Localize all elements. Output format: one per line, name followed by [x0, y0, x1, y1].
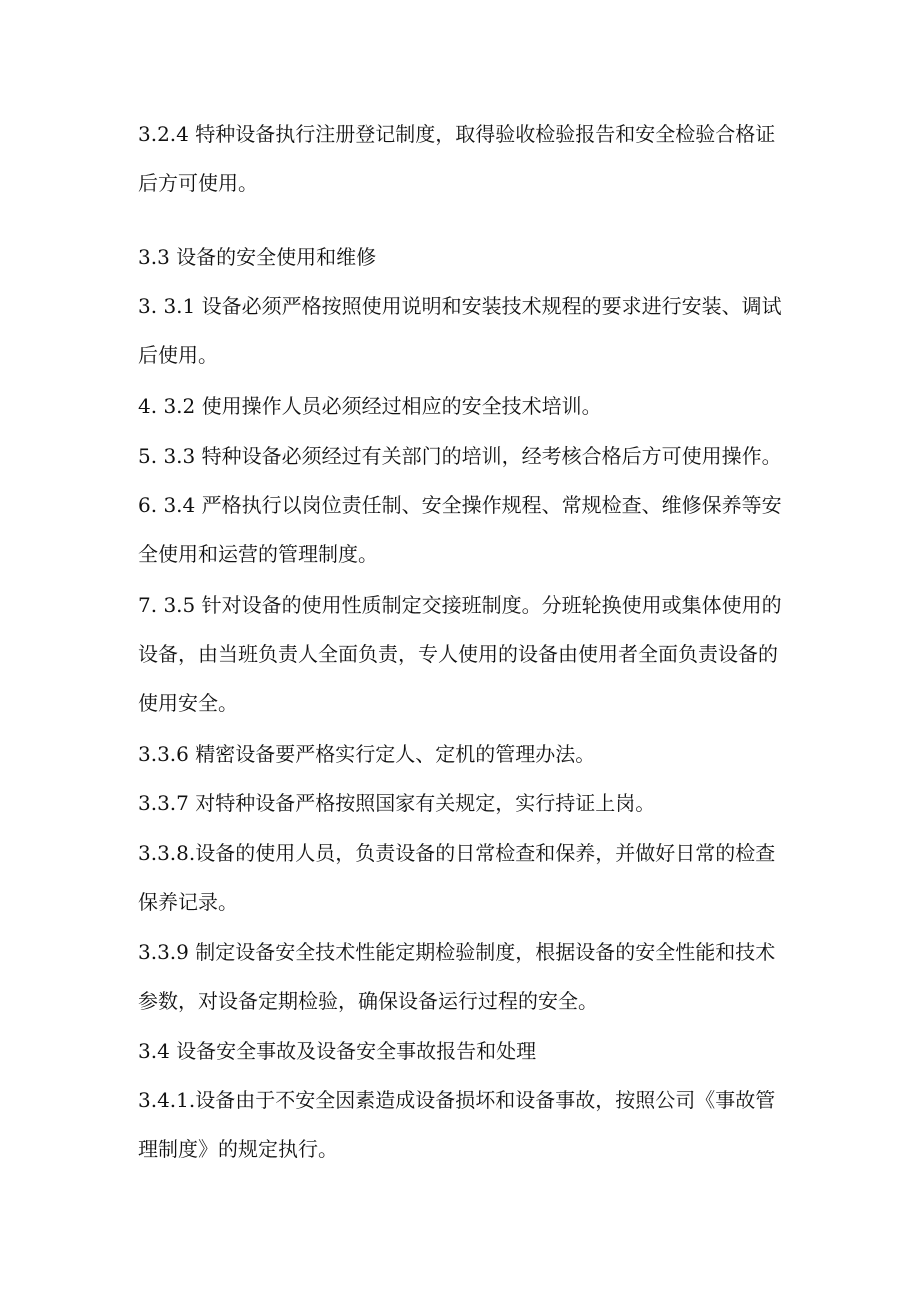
text-line: 保养记录。: [138, 890, 238, 914]
text-line: 参数，对设备定期检验，确保设备运行过程的安全。: [138, 989, 598, 1013]
text-line: 后方可使用。: [138, 171, 258, 195]
text-line: 3.3.7 对特种设备严格按照国家有关规定，实行持证上岗。: [138, 791, 656, 815]
text-line: 5. 3.3 特种设备必须经过有关部门的培训，经考核合格后方可使用操作。: [138, 444, 782, 468]
text-line: 理制度》的规定执行。: [138, 1137, 338, 1161]
text-line: 设备，由当班负责人全面负责，专人使用的设备由使用者全面负责设备的: [138, 642, 778, 666]
text-line: 7. 3.5 针对设备的使用性质制定交接班制度。分班轮换使用或集体使用的: [138, 593, 782, 617]
text-line: 6. 3.4 严格执行以岗位责任制、安全操作规程、常规检查、维修保养等安: [138, 493, 782, 517]
text-line: 后使用。: [138, 343, 218, 367]
text-line: 全使用和运营的管理制度。: [138, 542, 378, 566]
text-line: 3. 3.1 设备必须严格按照使用说明和安装技术规程的要求进行安装、调试: [138, 294, 782, 318]
text-line: 3.4.1.设备由于不安全因素造成设备损坏和设备事故，按照公司《事故管: [138, 1088, 776, 1112]
text-line: 3.3.6 精密设备要严格实行定人、定机的管理办法。: [138, 742, 596, 766]
text-line: 使用安全。: [138, 691, 238, 715]
section-heading: 3.4 设备安全事故及设备安全事故报告和处理: [138, 1039, 537, 1063]
text-line: 3.3.8.设备的使用人员，负责设备的日常检查和保养，并做好日常的检查: [138, 841, 776, 865]
text-line: 4. 3.2 使用操作人员必须经过相应的安全技术培训。: [138, 394, 602, 418]
text-line: 3.2.4 特种设备执行注册登记制度，取得验收检验报告和安全检验合格证: [138, 122, 776, 146]
text-line: 3.3.9 制定设备安全技术性能定期检验制度，根据设备的安全性能和技术: [138, 940, 776, 964]
section-heading: 3.3 设备的安全使用和维修: [138, 245, 377, 269]
